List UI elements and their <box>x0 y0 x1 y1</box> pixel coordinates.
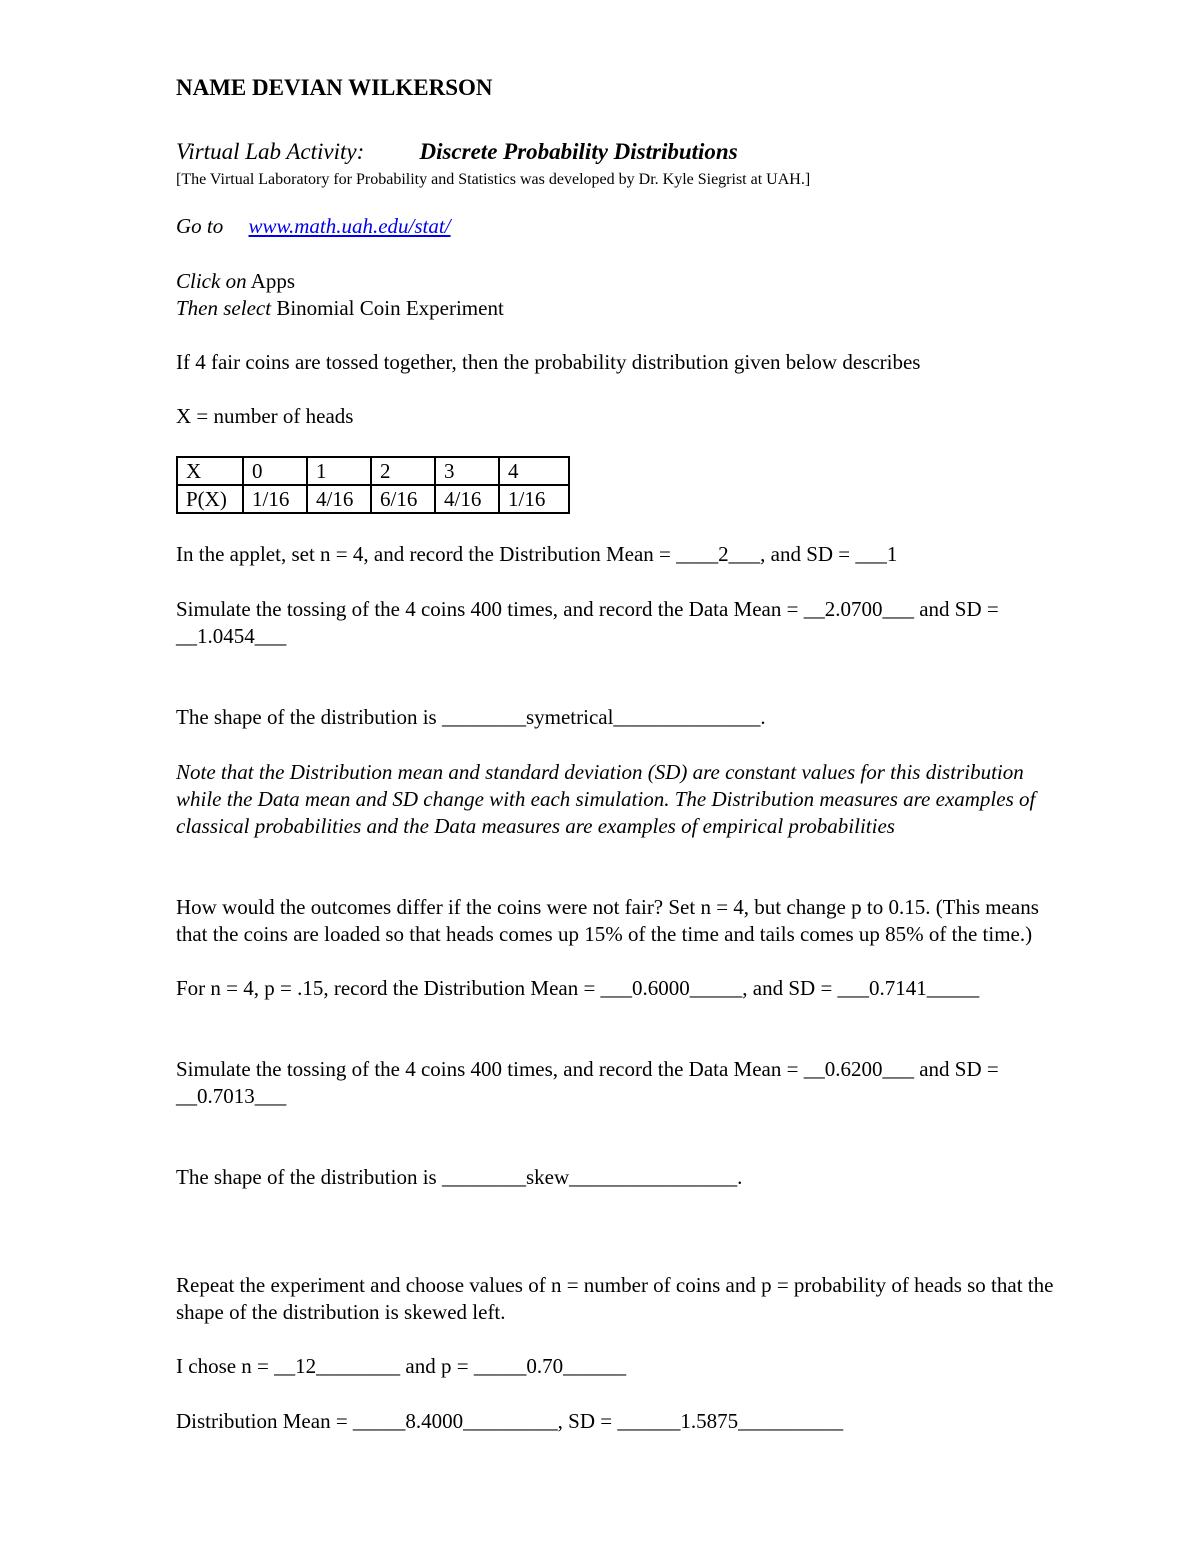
table-cell: 2 <box>371 457 435 485</box>
table-header-row <box>177 457 569 485</box>
question-line-2: that the coins are loaded so that heads comes up 15% of the time and tails comes up 85% of the time.) <box>176 922 1033 946</box>
table-cell: 1/16 <box>499 485 569 513</box>
activity-title: Discrete Probability Distributions <box>419 139 738 164</box>
table-cell: 1 <box>307 457 371 485</box>
click-target: Apps <box>250 269 296 293</box>
distribution-mean-line: In the applet, set n = 4, and record the Distribution Mean = ____2___, and SD = ___1 <box>176 542 898 566</box>
activity-heading <box>176 138 738 166</box>
name-line: NAME DEVIAN WILKERSON <box>176 75 493 100</box>
select-prefix: Then select <box>176 296 272 320</box>
table-cell: 6/16 <box>371 485 435 513</box>
table-cell: P(X) <box>177 485 243 513</box>
table-cell: X <box>177 457 243 485</box>
final-distribution-line: Distribution Mean = _____8.4000_________, SD = ______1.5875__________ <box>176 1409 844 1433</box>
x-definition: X = number of heads <box>176 404 354 428</box>
table-cell: 1/16 <box>243 485 307 513</box>
select-target: Binomial Coin Experiment <box>276 296 504 320</box>
repeat-line-1: Repeat the experiment and choose values of n = number of coins and p = probability of heads so that the <box>176 1273 1054 1297</box>
table-cell: 0 <box>243 457 307 485</box>
table-cell: 4/16 <box>435 485 499 513</box>
note-line-2: while the Data mean and SD change with each simulation. The Distribution measures are examples of <box>176 787 1036 811</box>
table-cell: 4 <box>499 457 569 485</box>
table-row <box>177 485 569 513</box>
note-line-1: Note that the Distribution mean and standard deviation (SD) are constant values for this distribution <box>176 760 1024 784</box>
simulation-line-1: Simulate the tossing of the 4 coins 400 times, and record the Data Mean = __2.0700___ and SD = <box>176 597 999 621</box>
chosen-parameters-line: I chose n = __12________ and p = _____0.70______ <box>176 1354 627 1378</box>
select-step <box>176 295 504 322</box>
intro-text: If 4 fair coins are tossed together, then the probability distribution given below describes <box>176 350 921 374</box>
question-line-1: How would the outcomes differ if the coins were not fair? Set n = 4, but change p to 0.15. (This means <box>176 895 1039 919</box>
note-line-3: classical probabilities and the Data measures are examples of empirical probabilities <box>176 814 895 838</box>
website-link[interactable]: www.math.uah.edu/stat/ <box>248 214 451 238</box>
probability-table <box>176 456 570 514</box>
shape-line-2: The shape of the distribution is ________skew________________. <box>176 1165 743 1189</box>
activity-label: Virtual Lab Activity: <box>176 139 365 164</box>
click-prefix: Click on <box>176 269 247 293</box>
loaded-simulation-line-2: __0.7013___ <box>176 1084 287 1108</box>
click-step <box>176 268 295 295</box>
loaded-distribution-line: For n = 4, p = .15, record the Distribution Mean = ___0.6000_____, and SD = ___0.7141_____ <box>176 976 980 1000</box>
goto-prefix: Go to <box>176 214 224 238</box>
loaded-simulation-line-1: Simulate the tossing of the 4 coins 400 times, and record the Data Mean = __0.6200___ and SD = <box>176 1057 999 1081</box>
credit-note: [The Virtual Laboratory for Probability and Statistics was developed by Dr. Kyle Siegrist at UAH.] <box>176 171 811 188</box>
shape-line-1: The shape of the distribution is ________symetrical______________. <box>176 705 766 729</box>
goto-line <box>176 213 451 240</box>
table-cell: 3 <box>435 457 499 485</box>
repeat-line-2: shape of the distribution is skewed left. <box>176 1300 506 1324</box>
simulation-line-2: __1.0454___ <box>176 624 287 648</box>
table-cell: 4/16 <box>307 485 371 513</box>
